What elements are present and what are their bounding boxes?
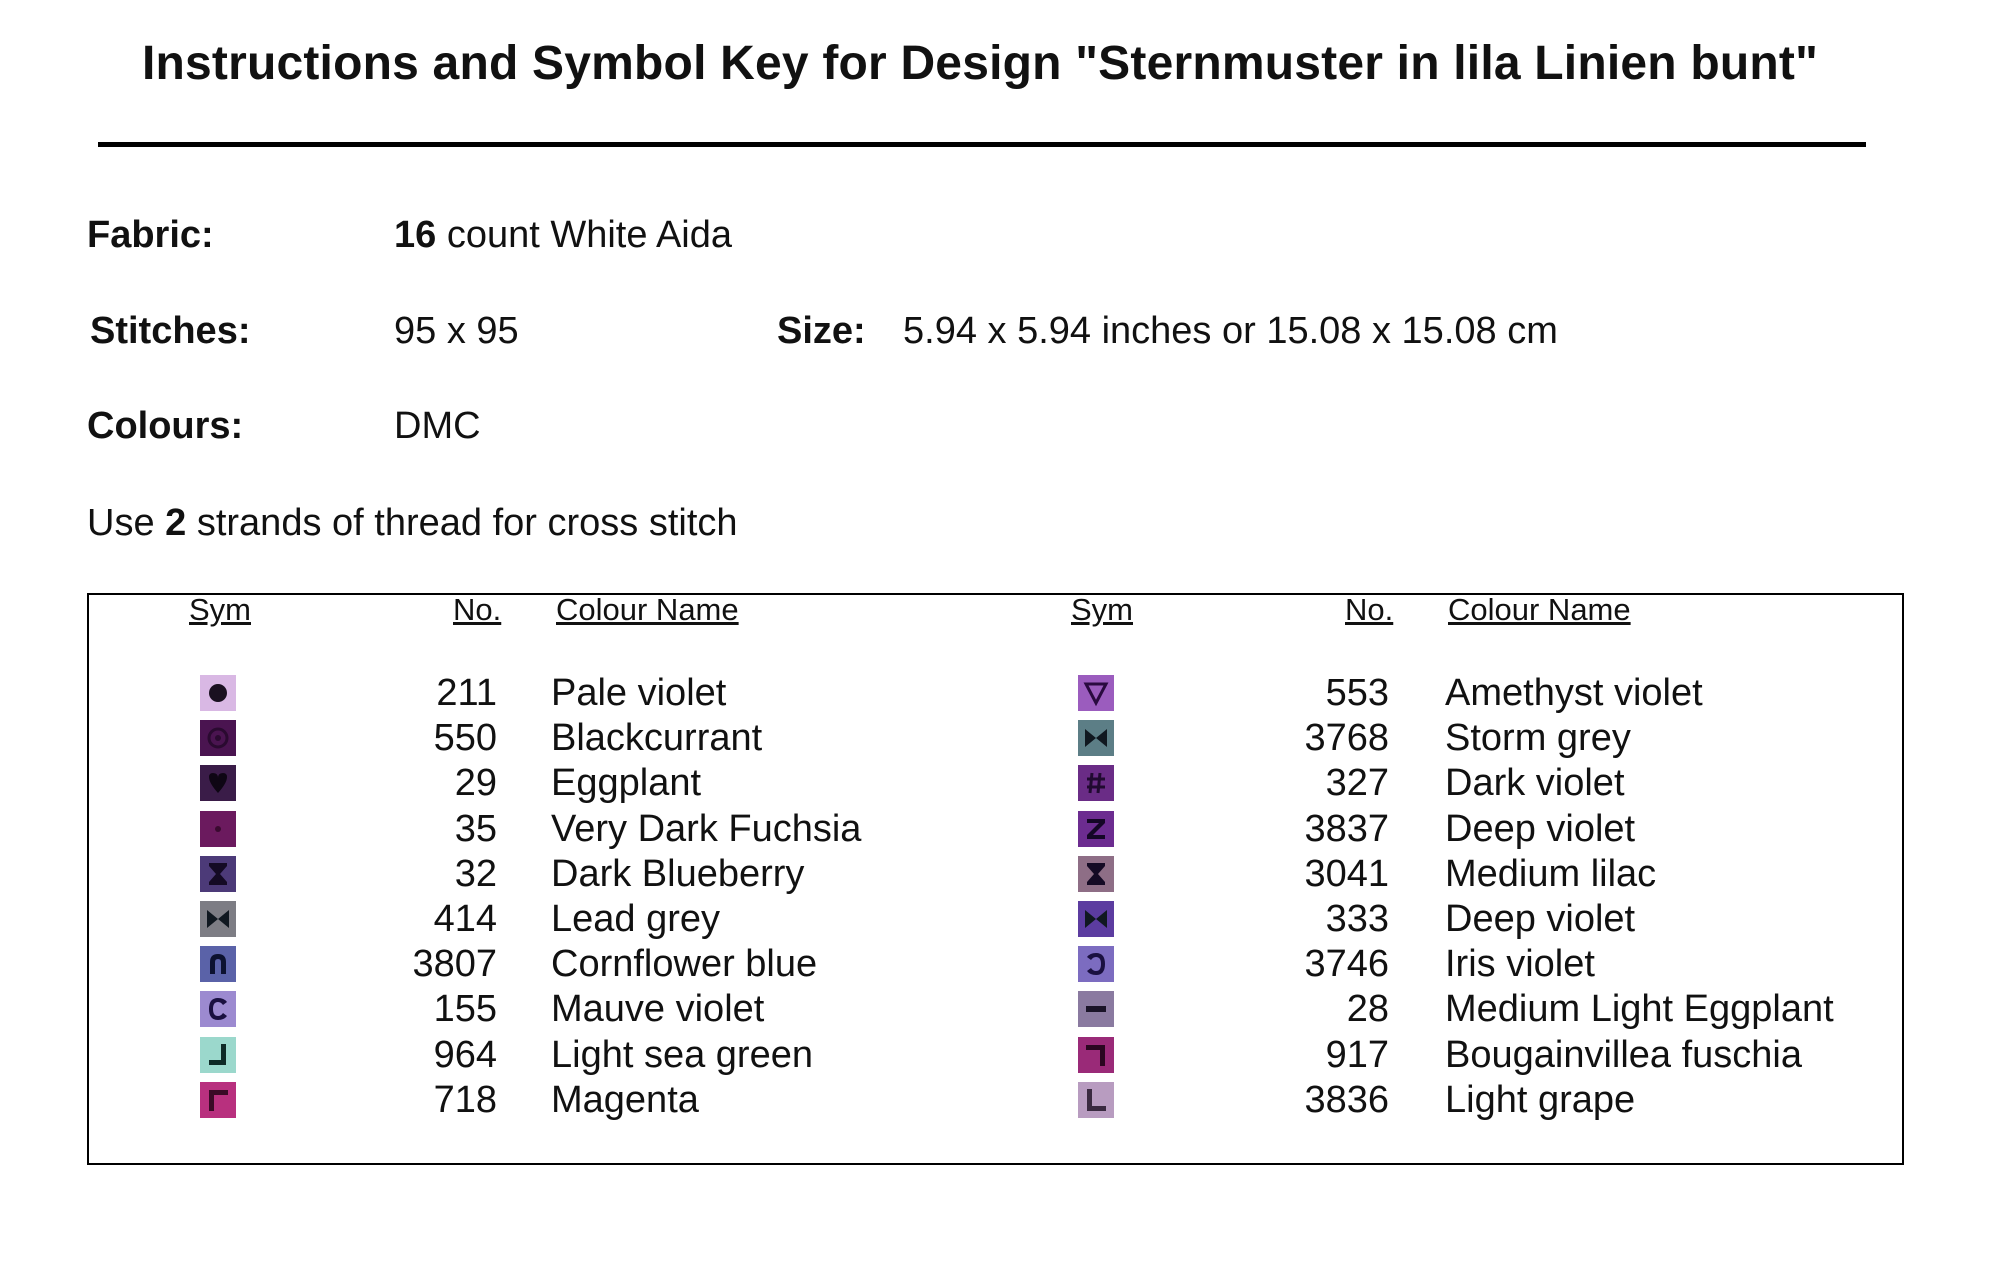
dmc-number: 3836 <box>1304 1078 1389 1121</box>
reverse-c-symbol-icon <box>1078 946 1114 982</box>
heart-symbol-icon <box>200 765 236 801</box>
strands-suffix: strands of thread for cross stitch <box>186 502 738 544</box>
dmc-number: 3041 <box>1304 852 1389 895</box>
colour-name: Bougainvillea fuschia <box>1445 1033 1803 1076</box>
colour-name: Lead grey <box>551 898 721 940</box>
z-shape-symbol-icon <box>1078 811 1114 847</box>
dmc-number: 327 <box>1325 762 1389 805</box>
bowtie-symbol-icon <box>1078 901 1114 937</box>
stitches-value: 95 x 95 <box>394 310 519 352</box>
colour-name: Dark violet <box>1445 762 1625 805</box>
strands-count: 2 <box>165 502 187 544</box>
colour-name: Deep violet <box>1445 898 1636 940</box>
fabric-value <box>394 214 732 257</box>
colour-name: Light sea green <box>551 1033 813 1076</box>
left-name-header: Colour Name <box>556 592 739 627</box>
right-no-header: No. <box>1345 592 1394 627</box>
dmc-number: 3837 <box>1304 807 1389 850</box>
bowtie-symbol-icon <box>1078 720 1114 756</box>
colour-name: Light grape <box>1445 1078 1636 1121</box>
dmc-number: 550 <box>433 717 497 760</box>
hourglass-symbol-icon <box>200 856 236 892</box>
colour-name: Amethyst violet <box>1445 672 1703 714</box>
colour-name: Storm grey <box>1445 717 1631 760</box>
left-no-header: No. <box>453 592 502 627</box>
colour-name: Dark Blueberry <box>551 852 805 895</box>
dmc-number: 28 <box>1346 988 1389 1031</box>
dmc-number: 333 <box>1325 898 1389 940</box>
bowtie-symbol-icon <box>200 901 236 937</box>
colours-label: Colours: <box>87 405 244 447</box>
dmc-number: 718 <box>433 1078 497 1121</box>
colour-name: Eggplant <box>551 762 702 805</box>
dmc-number: 3768 <box>1304 717 1389 760</box>
small-dot-symbol-icon <box>200 811 236 847</box>
colour-name: Pale violet <box>551 672 727 714</box>
size-value: 5.94 x 5.94 inches or 15.08 x 15.08 cm <box>903 310 1558 352</box>
fabric-description: count White Aida <box>436 214 733 256</box>
dmc-number: 553 <box>1325 672 1389 714</box>
c-shape-symbol-icon <box>200 991 236 1027</box>
colour-name: Very Dark Fuchsia <box>551 807 862 850</box>
left-sym-header: Sym <box>189 592 251 627</box>
right-sym-header: Sym <box>1071 592 1133 627</box>
corner-right-symbol-icon <box>1078 1037 1114 1073</box>
dash-symbol-icon <box>1078 991 1114 1027</box>
right-name-header: Colour Name <box>1448 592 1631 627</box>
dmc-number: 29 <box>454 762 497 805</box>
strands-instruction <box>87 502 738 545</box>
sharp-symbol-icon <box>1078 765 1114 801</box>
stitches-label: Stitches: <box>90 310 251 352</box>
triangle-down-symbol-icon <box>1078 675 1114 711</box>
j-shape-symbol-icon <box>200 1037 236 1073</box>
strands-prefix: Use <box>87 502 166 544</box>
colour-name: Blackcurrant <box>551 717 763 760</box>
dmc-number: 211 <box>436 672 497 714</box>
ring-symbol-icon <box>200 720 236 756</box>
colour-name: Cornflower blue <box>551 943 818 986</box>
l-shape-symbol-icon <box>1078 1082 1114 1118</box>
dmc-number: 917 <box>1325 1033 1389 1076</box>
colour-name: Medium lilac <box>1445 852 1657 895</box>
colour-name: Magenta <box>551 1078 699 1121</box>
dot-symbol-icon <box>200 675 236 711</box>
colour-name: Deep violet <box>1445 807 1636 850</box>
colour-name: Medium Light Eggplant <box>1445 988 1834 1031</box>
arch-symbol-icon <box>200 946 236 982</box>
corner-symbol-icon <box>200 1082 236 1118</box>
colour-name: Iris violet <box>1445 943 1595 986</box>
dmc-number: 3746 <box>1304 943 1389 986</box>
dmc-number: 155 <box>433 988 497 1031</box>
colours-value: DMC <box>394 405 481 447</box>
size-label: Size: <box>777 310 866 352</box>
dmc-number: 3807 <box>412 943 497 986</box>
dmc-number: 32 <box>454 852 497 895</box>
dmc-number: 964 <box>433 1033 497 1076</box>
dmc-number: 414 <box>433 898 497 940</box>
title-divider <box>98 142 1866 147</box>
colour-name: Mauve violet <box>551 988 765 1031</box>
fabric-count: 16 <box>394 214 437 256</box>
page-title: Instructions and Symbol Key for Design "Sternmuster in lila Linien bunt" <box>141 37 1819 90</box>
fabric-label: Fabric: <box>87 214 214 256</box>
hourglass-symbol-icon <box>1078 856 1114 892</box>
dmc-number: 35 <box>454 807 497 850</box>
